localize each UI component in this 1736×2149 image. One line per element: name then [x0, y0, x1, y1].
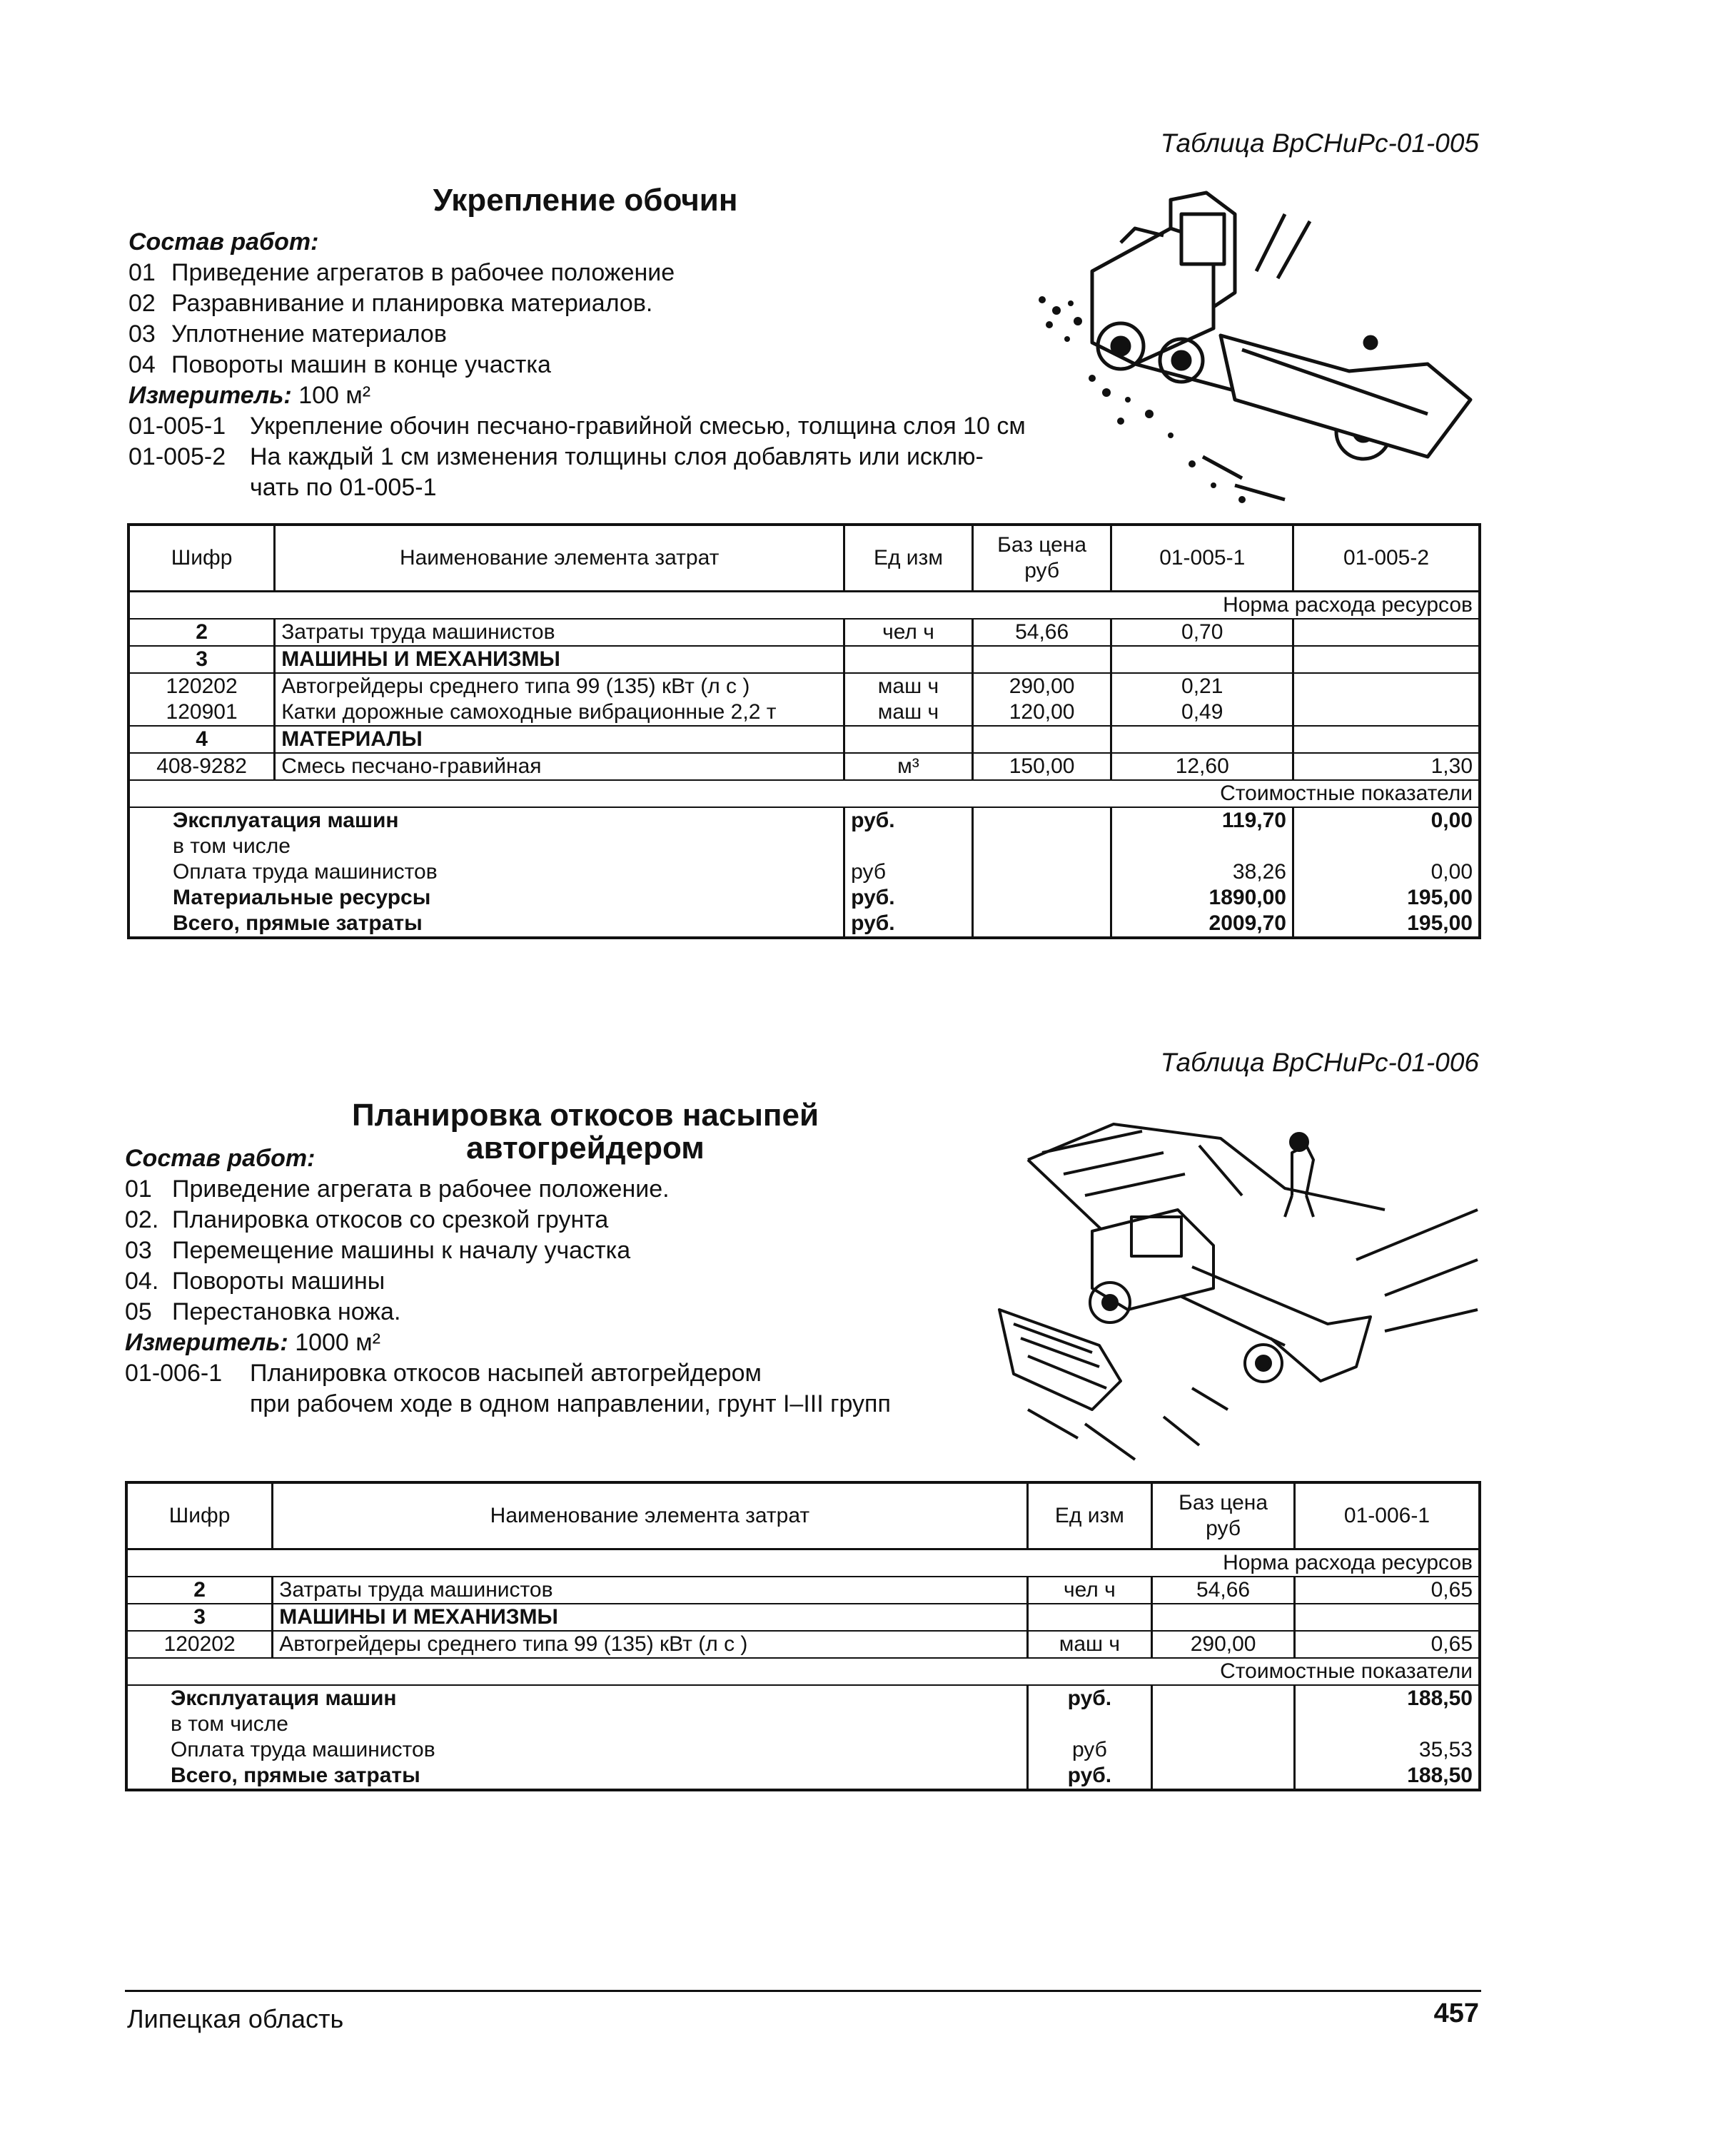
work-item: 04 Повороты машин в конце участка — [128, 351, 551, 378]
header-name: Наименование элемента затрат — [273, 1482, 1027, 1549]
header-code: Шифр — [126, 1482, 273, 1549]
table-row: 3 МАШИНЫ И МЕХАНИЗМЫ — [128, 646, 1480, 673]
cost-row: Всего, прямые затраты руб. 188,50 — [126, 1763, 1480, 1790]
header-col1: 01-005-1 — [1111, 525, 1293, 592]
work-item: 02. Планировка откосов со срезкой грунта — [125, 1206, 609, 1233]
work-item: 05 Перестановка ножа. — [125, 1298, 401, 1325]
table-row: 120202 Автогрейдеры среднего типа 99 (135) кВт (л с ) маш ч 290,00 0,65 — [126, 1631, 1480, 1658]
table-row: 3 МАШИНЫ И МЕХАНИЗМЫ — [126, 1604, 1480, 1631]
table2-caption: Таблица ВрСНиРс-01-006 — [1160, 1048, 1479, 1077]
cost-row: в том числе — [128, 834, 1480, 859]
item-row-cont: чать по 01-005-1 — [250, 474, 437, 501]
item-row: 01-005-1 Укрепление обочин песчано-гравийной смесью, толщина слоя 10 см — [128, 413, 1026, 440]
table-row: 2 Затраты труда машинистов чел ч 54,66 0,65 — [126, 1577, 1480, 1604]
cost-row: Оплата труда машинистов руб 38,26 0,00 — [128, 859, 1480, 885]
works-header: Состав работ: — [128, 228, 319, 256]
measure: Измеритель: 100 м² — [128, 382, 371, 409]
footer-rule — [125, 1990, 1481, 1992]
header-price: Баз цена руб — [972, 525, 1111, 592]
cost-row: Всего, прямые затраты руб. 2009,70 195,00 — [128, 911, 1480, 938]
cost-row: Материальные ресурсы руб. 1890,00 195,00 — [128, 885, 1480, 911]
resource-table-2 — [125, 1481, 1481, 1791]
cost-row: Эксплуатация машин руб. 119,70 0,00 — [128, 807, 1480, 834]
header-name: Наименование элемента затрат — [275, 525, 844, 592]
table-row: 2 Затраты труда машинистов чел ч 54,66 0,70 — [128, 619, 1480, 646]
item-row: 01-005-2 На каждый 1 см изменения толщины слоя добавлять или исклю- — [128, 443, 984, 470]
work-item: 03 Уплотнение материалов — [128, 320, 447, 348]
item-row: 01-006-1 Планировка откосов насыпей автогрейдером — [125, 1360, 762, 1387]
resource-table-1 — [127, 523, 1481, 939]
cost-row: в том числе — [126, 1711, 1480, 1737]
table-row: 408-9282 Смесь песчано-гравийная м³ 150,00 12,60 1,30 — [128, 753, 1480, 780]
cost-label: Стоимостные показатели — [128, 780, 1480, 807]
table-row: 4 МАТЕРИАЛЫ — [128, 726, 1480, 753]
work-item: 03 Перемещение машины к началу участка — [125, 1237, 631, 1264]
table2-title: Планировка откосов насыпей автогрейдером — [351, 1098, 819, 1165]
work-item: 02 Разравнивание и планировка материалов. — [128, 290, 653, 317]
table-row: 120901 Катки дорожные самоходные вибрационные 2,2 т маш ч 120,00 0,49 — [128, 699, 1480, 726]
work-item: 01 Приведение агрегата в рабочее положение. — [125, 1175, 670, 1203]
header-col1: 01-006-1 — [1294, 1482, 1480, 1549]
item-row-cont: при рабочем ходе в одном направлении, грунт I–III групп — [250, 1390, 891, 1417]
work-item: 01 Приведение агрегатов в рабочее положение — [128, 259, 675, 286]
footer-region: Липецкая область — [127, 2004, 344, 2033]
work-item: 04. Повороты машины — [125, 1268, 385, 1295]
header-code: Шифр — [128, 525, 275, 592]
grader-slope-illustration — [985, 1110, 1485, 1467]
header-price: Баз цена руб — [1152, 1482, 1295, 1549]
norm-label: Норма расхода ресурсов — [126, 1549, 1480, 1577]
header-unit: Ед изм — [1027, 1482, 1152, 1549]
works-header: Состав работ: — [125, 1145, 316, 1172]
table1-description — [128, 227, 1099, 503]
cost-label: Стоимостные показатели — [126, 1658, 1480, 1685]
cost-row: Эксплуатация машин руб. 188,50 — [126, 1685, 1480, 1711]
table-row: 120202 Автогрейдеры среднего типа 99 (135) кВт (л с ) маш ч 290,00 0,21 — [128, 673, 1480, 699]
page-number: 457 — [1433, 1998, 1479, 2028]
table1-caption: Таблица ВрСНиРс-01-005 — [1160, 128, 1479, 158]
measure: Измеритель: 1000 м² — [125, 1329, 380, 1356]
cost-row: Оплата труда машинистов руб 35,53 — [126, 1737, 1480, 1763]
header-col2: 01-005-2 — [1293, 525, 1480, 592]
header-unit: Ед изм — [844, 525, 973, 592]
table2-description — [125, 1143, 1053, 1420]
norm-label: Норма расхода ресурсов — [128, 592, 1480, 620]
table1-title: Укрепление обочин — [433, 183, 738, 218]
